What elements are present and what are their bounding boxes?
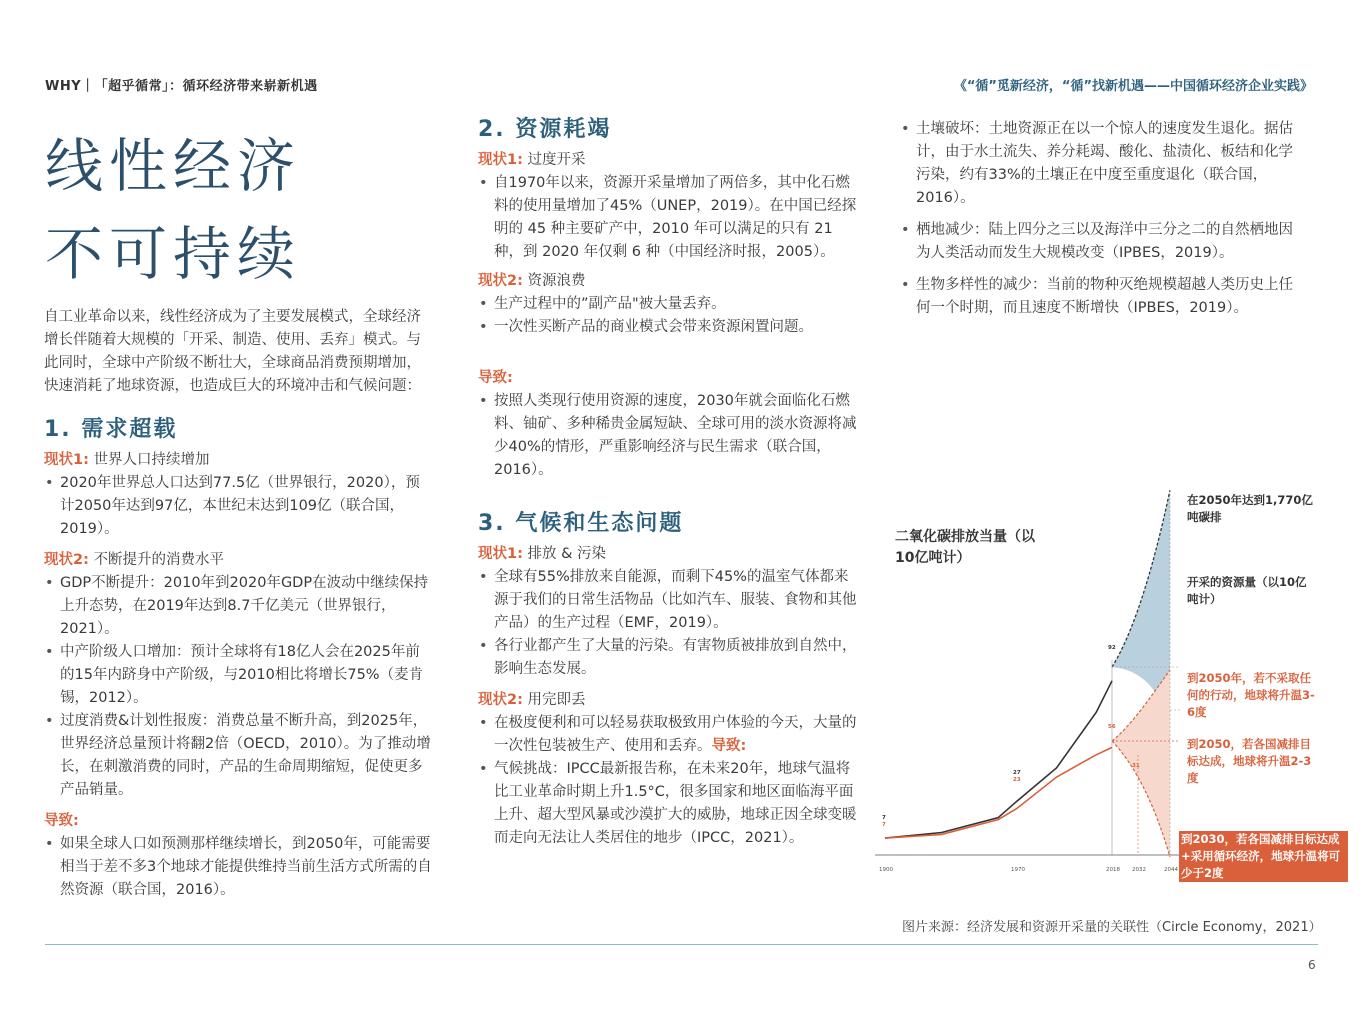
point-label: 92: [1108, 645, 1116, 651]
section1-status2-text: 不断提升的消费水平: [88, 552, 224, 568]
annotation-reduction-target: 到2050，若各国减排目标达成，地球将升温2-3度: [1187, 737, 1312, 785]
list-item: • 按照人类现行使用资源的速度，2030年就会面临化石燃料、铀矿、多种稀贵金属短缺、全球可用的淡水资源将减少40%的情形，严重影响经济与民生需求（联合国，2016）。: [478, 390, 858, 482]
section1-heading: 1. 需求超载: [44, 417, 178, 442]
x-tick-label: 2018: [1106, 867, 1120, 873]
list-item: • 中产阶级人口增加：预计全球将有18亿人会在2025年前的15年内跻身中产阶级，与2010相比将增长75%（麦肯锡，2012）。: [44, 641, 434, 710]
column-right: [900, 118, 1305, 320]
point-label: 23: [1013, 777, 1021, 783]
section2-status2-text: 资源浪费: [522, 273, 586, 289]
annotation-no-action: 到2050年，若不采取任何的行动，地球将升温3-6度: [1187, 671, 1315, 719]
footer-divider: [45, 944, 1318, 945]
section1-result-label: 导致:: [44, 813, 79, 829]
section2-heading: 2. 资源耗竭: [478, 117, 612, 142]
list-item: • 各行业都产生了大量的污染。有害物质被排放到自然中，影响生态发展。: [478, 635, 858, 681]
column-left: [44, 306, 434, 902]
list-item: • 在极度便利和可以轻易获取极致用户体验的今天，大量的一次性包装被生产、使用和丢弃。导致:: [478, 712, 858, 758]
section1-status2-label: 现状2:: [44, 552, 89, 568]
x-tick-label: 1900: [879, 867, 893, 873]
list-item: • 如果全球人口如预测那样继续增长，到2050年，可能需要相当于差不多3个地球才能提供维持当前生活方式所需的自然资源（联合国，2016）。: [44, 833, 434, 902]
column-middle: [478, 118, 858, 850]
section3-status1-text: 排放 & 污染: [522, 546, 607, 562]
chart-svg: [870, 485, 1190, 885]
section1-result-list: [44, 833, 434, 902]
right-list: [900, 118, 1305, 320]
header-right: 《“循”觅新经济，“循”找新机遇——中国循环经济企业实践》: [953, 79, 1313, 94]
list-item: • 自1970年以来，资源开采量增加了两倍多，其中化石燃料的使用量增加了45%（UNEP，2019）。在中国已经探明的 45 种主要矿产中，2010 年可以满足的只有 21 种，到 2020 年仅剩 6 种（中国经济时报，2005）。: [478, 172, 858, 264]
page-number: 6: [1308, 958, 1316, 972]
list-item: • 气候挑战：IPCC最新报告称，在未来20年，地球气温将比工业革命时期上升1.5°C，很多国家和地区面临海平面上升、超大型风暴或沙漠扩大的威胁，地球正因全球变暖而走向无法让人类居住的地步（IPCC，2021）。: [478, 758, 858, 850]
chart-caption: 图片来源：经济发展和资源开采量的关联性（Circle Economy，2021）: [902, 920, 1322, 935]
emission-history-line: [885, 747, 1112, 838]
section3-status1-list: [478, 566, 858, 681]
section2-status1-text: 过度开采: [522, 152, 586, 168]
section2-status2-label: 现状2:: [478, 273, 523, 289]
section3-status2-label: 现状2:: [478, 692, 523, 708]
annotation-resources: 开采的资源量（以10亿吨计）: [1187, 575, 1307, 606]
point-label: 31: [1132, 763, 1140, 769]
header-left: WHY｜「超乎循常」：循环经济带来崭新机遇: [45, 79, 318, 94]
x-tick-label: 2044: [1164, 867, 1178, 873]
page-title: [45, 122, 301, 298]
section1-status1-text: 世界人口持续增加: [88, 452, 210, 468]
section3-inline-result-label: 导致:: [711, 738, 747, 754]
x-tick-label: 1970: [1011, 867, 1025, 873]
list-item: • 2020年世界总人口达到77.5亿（世界银行，2020），预计2050年达到97亿，本世纪末达到109亿（联合国，2019）。: [44, 472, 434, 541]
list-item: • 生物多样性的减少：当前的物种灭绝规模超越人类历史上任何一个时期，而且速度不断增快（IPBES，2019）。: [900, 274, 1305, 320]
section3-status2-text: 用完即丢: [522, 692, 586, 708]
point-label: 7: [882, 815, 886, 821]
list-item: • 栖地减少：陆上四分之三以及海洋中三分之二的自然栖地因为人类活动而发生大规模改变（IPBES，2019）。: [900, 219, 1305, 265]
list-item: • 全球有55%排放来自能源，而剩下45%的温室气体都来源于我们的日常生活物品（比如汽车、服装、食物和其他产品）的生产过程（EMF，2019）。: [478, 566, 858, 635]
section3-status1-label: 现状1:: [478, 546, 523, 562]
section1-status1-label: 现状1:: [44, 452, 89, 468]
section2-status2-list: [478, 293, 858, 339]
section2-status1-label: 现状1:: [478, 152, 523, 168]
section3-status2-list: [478, 712, 858, 850]
section1-status1: [44, 449, 434, 472]
section2-result-list: [478, 390, 858, 482]
section3-heading: 3. 气候和生态问题: [478, 511, 684, 536]
section1-status2-list: [44, 572, 434, 802]
page-title-line1: 线性经济: [45, 132, 302, 200]
point-label: 56: [1108, 724, 1116, 730]
list-item: • 土壤破坏：土地资源正在以一个惊人的速度发生退化。据估计，由于水土流失、养分耗竭、酸化、盐渍化、板结和化学污染，约有33%的土壤正在中度至重度退化（联合国，2016）。: [900, 118, 1305, 210]
list-item: • GDP不断提升：2010年到2020年GDP在波动中继续保持上升态势，在2019年达到8.7千亿美元（世界银行，2021）。: [44, 572, 434, 641]
chart-title: 二氧化碳排放当量（以10亿吨计）: [895, 529, 1035, 566]
point-label: 7: [882, 822, 886, 828]
intro-paragraph: 自工业革命以来，线性经济成为了主要发展模式，全球经济增长伴随着大规模的「开采、制造、使用、丢弃」模式。与此同时，全球中产阶级不断壮大，全球商品消费预期增加，快速消耗了地球资源，也造成巨大的环境冲击和气候问题：: [44, 309, 421, 394]
annotation-circular-economy: 到2030，若各国减排目标达成+采用循环经济，地球升温将可少于2度: [1179, 831, 1348, 882]
list-item: • 一次性买断产品的商业模式会带来资源闲置问题。: [478, 316, 858, 339]
x-tick-label: 2032: [1132, 867, 1146, 873]
annotation-2050-emissions: 在2050年达到1,770亿吨碳排: [1187, 493, 1313, 524]
section1-status2: [44, 549, 434, 572]
section1-status1-list: [44, 472, 434, 541]
section2-result-label: 导致:: [478, 370, 513, 386]
section2-status1-list: [478, 172, 858, 264]
point-label: 27: [1013, 770, 1021, 776]
resource-history-line: [885, 681, 1112, 838]
page-title-line2: 不可持续: [45, 220, 302, 288]
list-item: • 生产过程中的”副产品"被大量丢弃。: [478, 293, 858, 316]
list-item: • 过度消费&计划性报废：消费总量不断升高，到2025年，世界经济总量预计将翻2倍（OECD，2010）。为了推动增长，在刺激消费的同时，产品的生命周期缩短，促使更多产品销量。: [44, 710, 434, 802]
